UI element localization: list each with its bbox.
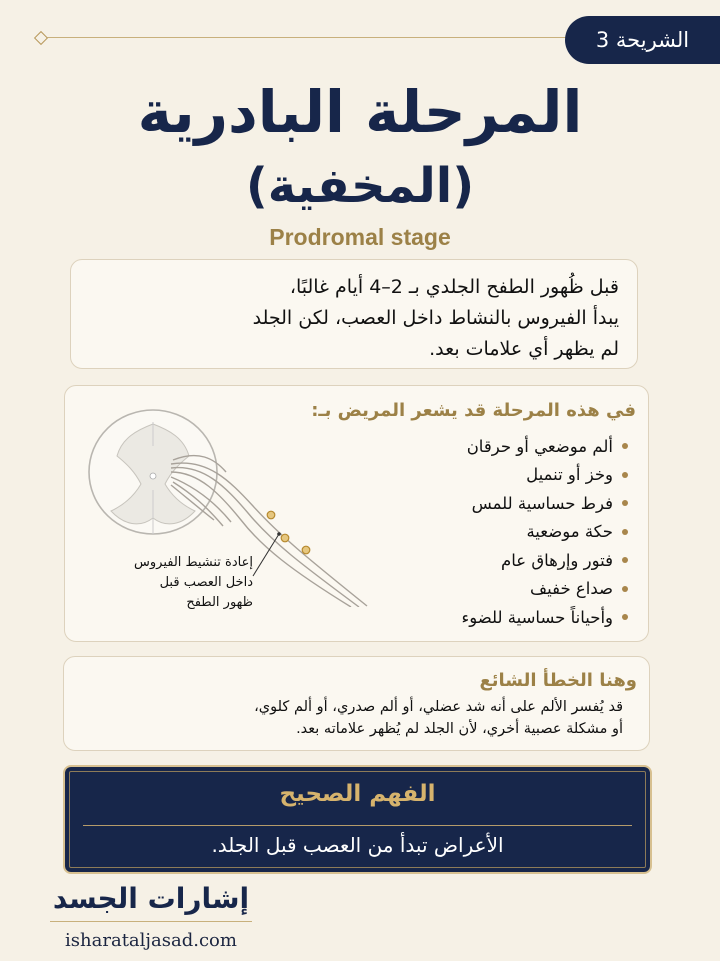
diamond-ornament-icon <box>34 31 48 45</box>
correct-understanding-title: الفهم الصحيح <box>279 781 436 807</box>
intro-line: قبل ظُهور الطفح الجلدي بـ 2–4 أيام غالبًا، <box>289 276 619 298</box>
symptom-item: حكة موضعية <box>461 518 628 547</box>
symptom-item: صداع خفيف <box>461 575 628 604</box>
divider-line <box>83 825 632 826</box>
intro-text <box>99 272 619 365</box>
intro-card <box>70 259 638 369</box>
website-link[interactable]: isharataljasad.com <box>65 930 237 951</box>
bullet-icon <box>622 443 628 449</box>
symptom-item: وأحياناً حساسية للضوء <box>461 603 628 632</box>
symptom-item: ألم موضعي أو حرقان <box>461 432 628 461</box>
brand-divider <box>50 921 252 922</box>
common-mistake-card <box>63 656 650 751</box>
symptom-item: فتور وإرهاق عام <box>461 546 628 575</box>
symptom-item: فرط حساسية للمس <box>461 489 628 518</box>
symptoms-heading: في هذه المرحلة قد يشعر المريض بـ: <box>311 400 636 421</box>
bullet-icon <box>622 614 628 620</box>
mistake-heading: وهنا الخطأ الشائع <box>479 670 637 691</box>
symptoms-card <box>64 385 649 642</box>
illustration-caption: إعادة تنشيط الفيروس داخل العصب قبل ظهور الطفح <box>134 555 253 610</box>
top-divider-line <box>38 37 578 38</box>
bullet-icon <box>622 557 628 563</box>
intro-line: يبدأ الفيروس بالنشاط داخل العصب، لكن الجلد <box>252 307 619 329</box>
symptom-item: وخز أو تنميل <box>461 461 628 490</box>
bullet-icon <box>622 529 628 535</box>
bullet-icon <box>622 472 628 478</box>
correct-understanding-box <box>63 765 652 874</box>
intro-line: لم يظهر أي علامات بعد. <box>429 338 619 360</box>
mistake-line: قد يُفسر الألم على أنه شد عضلي، أو ألم صدري، أو ألم كلوي، <box>254 699 623 715</box>
brand-name: إشارات الجسد <box>52 882 250 915</box>
correct-understanding-text: الأعراض تبدأ من العصب قبل الجلد. <box>211 833 504 857</box>
bullet-icon <box>622 586 628 592</box>
page-subtitle: (المخفية) <box>245 158 475 214</box>
symptom-list <box>461 432 628 632</box>
bullet-icon <box>622 500 628 506</box>
page-title: المرحلة البادرية <box>137 78 583 146</box>
mistake-line: أو مشكلة عصبية أخري، لأن الجلد لم يُظهر علاماته بعد. <box>296 721 623 737</box>
mistake-text <box>103 696 623 740</box>
slide-number-badge: الشريحة 3 <box>565 16 720 64</box>
english-title: Prodromal stage <box>269 224 451 250</box>
